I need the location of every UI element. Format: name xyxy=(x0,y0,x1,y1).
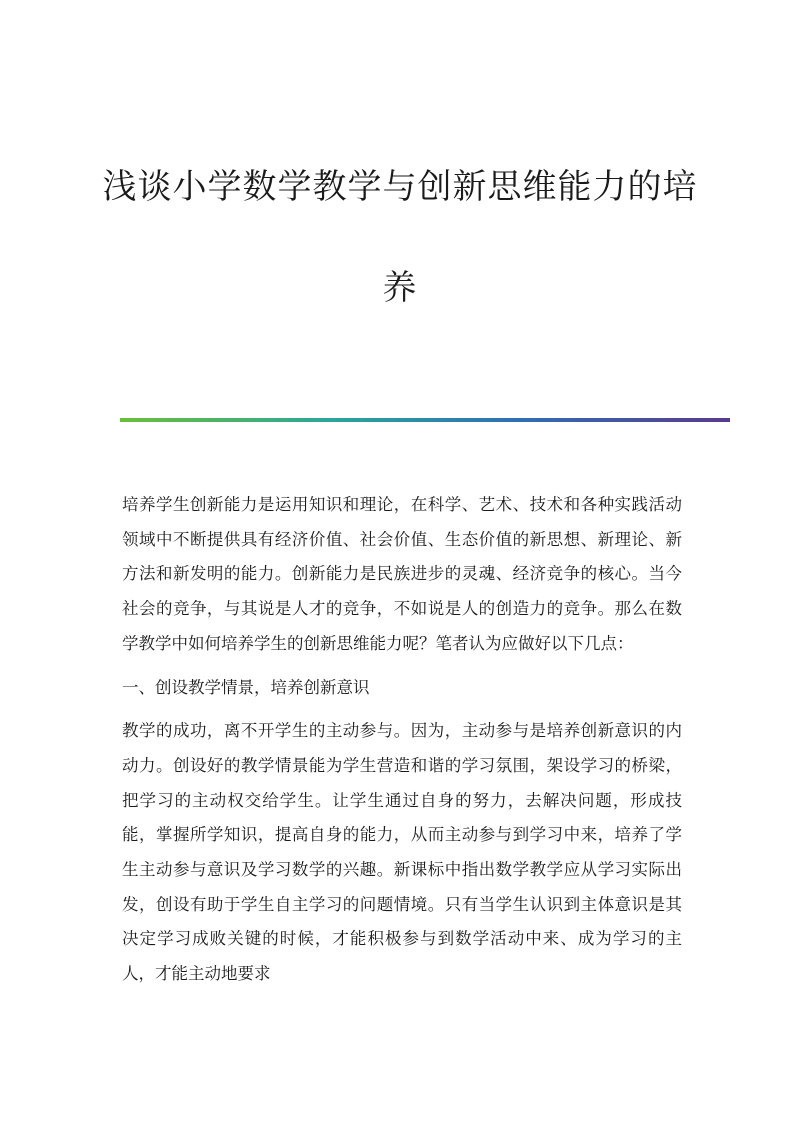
section-paragraph: 教学的成功，离不开学生的主动参与。因为，主动参与是培养创新意识的内动力。创设好的教学情景能为学生营造和谐的学习氛围，架设学习的桥梁，把学习的主动权交给学生。让学生通过自身的努力，去解决问题，形成技能，掌握所学知识，提高自身的能力，从而主动参与到学习中来，培养了学生主动参与意识及学习数学的兴趣。新课标中指出数学教学应从学习实际出发，创设有助于学生自主学习的问题情境。只有当学生认识到主体意识是其决定学习成败关键的时候，才能积极参与到数学活动中来、成为学习的主人，才能主动地要求 xyxy=(122,721,682,984)
document-body xyxy=(122,488,682,992)
intro-paragraph: 培养学生创新能力是运用知识和理论，在科学、艺术、技术和各种实践活动领域中不断提供具有经济价值、社会价值、生态价值的新思想、新理论、新方法和新发明的能力。创新能力是民族进步的灵魂、经济竞争的核心。当今社会的竞争，与其说是人才的竞争，不如说是人的创造力的竞争。那么在数学教学中如何培养学生的创新思维能力呢？笔者认为应做好以下几点： xyxy=(122,495,682,653)
gradient-divider xyxy=(120,418,730,422)
document-title xyxy=(100,165,700,310)
section-heading: 一、创设教学情景，培养创新意识 xyxy=(122,677,370,697)
title-line-1: 浅谈小学数学教学与创新思维能力的培 xyxy=(102,167,698,207)
title-line-2: 养 xyxy=(382,268,418,308)
